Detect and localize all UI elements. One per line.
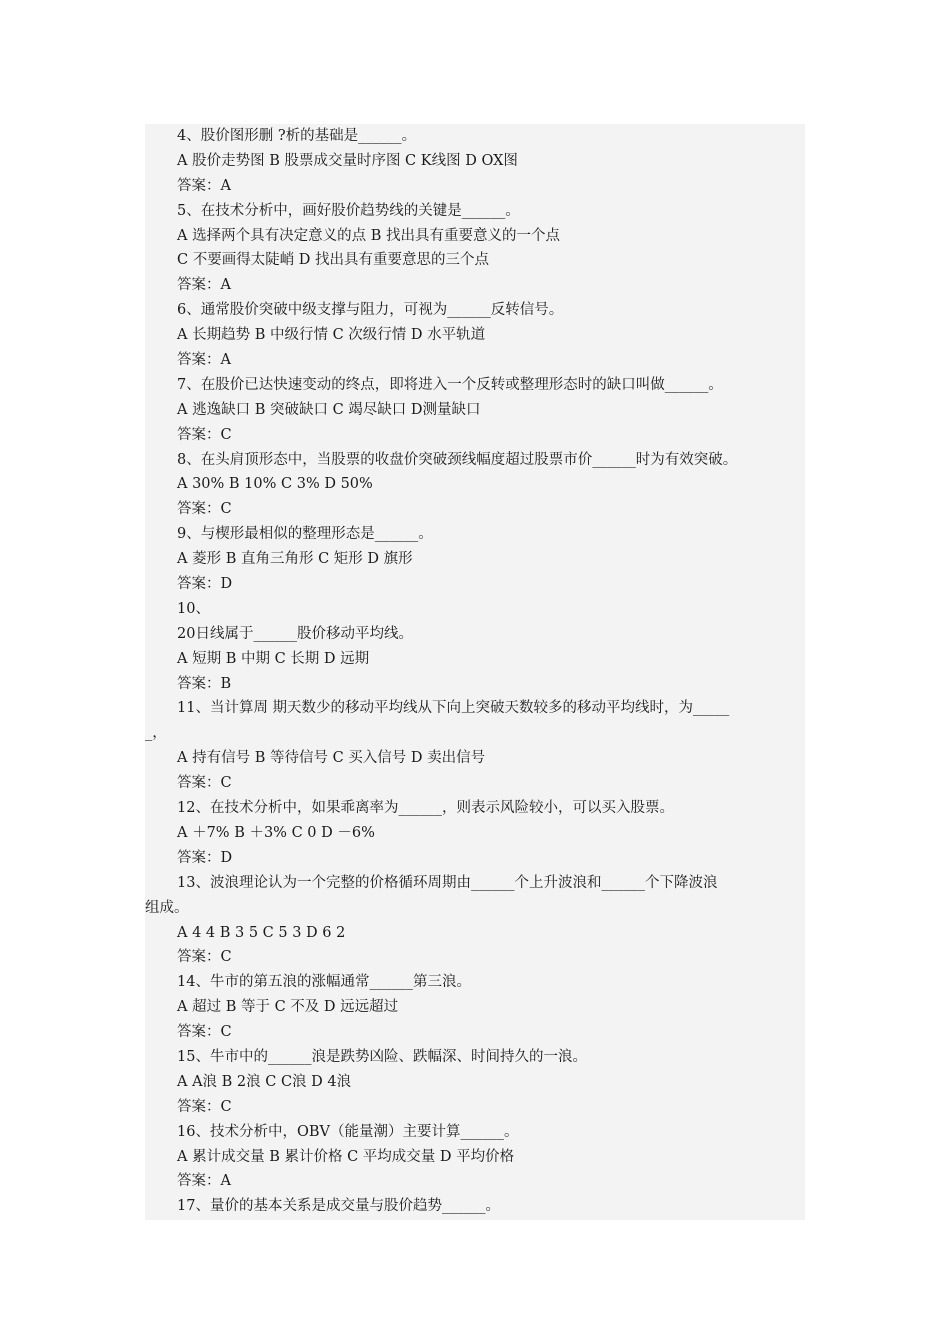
text-line: 15、牛市中的______浪是跌势凶险、跌幅深、时间持久的一浪。 [177, 1048, 587, 1065]
document-page-block [145, 124, 805, 1220]
text-line: A 逃逸缺口 B 突破缺口 C 竭尽缺口 D测量缺口 [177, 401, 481, 418]
text-line: 16、技术分析中，OBV（能量潮）主要计算______。 [177, 1123, 519, 1140]
text-line: C 不要画得太陡峭 D 找出具有重要意思的三个点 [177, 252, 490, 269]
text-line: 答案：C [177, 1098, 232, 1115]
text-line: A 长期趋势 B 中级行情 C 次级行情 D 水平轨道 [177, 327, 486, 344]
text-line: 7、在股价已达快速变动的终点，即将进入一个反转或整理形态时的缺口叫做______。 [177, 376, 723, 393]
text-line: 答案：A [177, 177, 231, 194]
text-line: A 菱形 B 直角三角形 C 矩形 D 旗形 [177, 551, 413, 568]
text-line: 答案：C [177, 501, 232, 518]
text-line: 答案：A [177, 352, 231, 369]
text-line: 答案：A [177, 277, 231, 294]
question-list [145, 124, 805, 1219]
text-line: 20日线属于______股价移动平均线。 [177, 625, 413, 642]
text-line: A 选择两个具有决定意义的点 B 找出具有重要意义的一个点 [177, 227, 560, 244]
text-line: 12、在技术分析中，如果乖离率为______，则表示风险较小，可以买入股票。 [177, 800, 674, 817]
text-line: 答案：D [177, 849, 233, 866]
text-line: _， [145, 725, 167, 742]
text-line: A 超过 B 等于 C 不及 D 远远超过 [177, 999, 399, 1016]
text-line: 6、通常股价突破中级支撑与阻力，可视为______反转信号。 [177, 302, 564, 319]
text-line: 14、牛市的第五浪的涨幅通常______第三浪。 [177, 974, 471, 991]
text-line: A ＋7% B ＋3% C 0 D －6% [177, 824, 375, 841]
text-line: A 4 4 B 3 5 C 5 3 D 6 2 [177, 924, 346, 941]
text-line: 8、在头肩顶形态中，当股票的收盘价突破颈线幅度超过股票市价______时为有效突破。 [177, 451, 738, 468]
text-line: 11、当计算周 期天数少的移动平均线从下向上突破天数较多的移动平均线时，为_____ [177, 700, 730, 717]
text-line: 答案：C [177, 949, 232, 966]
text-line: 答案：C [177, 775, 232, 792]
text-line: A 股价走势图 B 股票成交量时序图 C K线图 D OX图 [177, 152, 518, 169]
text-line: 答案：C [177, 1024, 232, 1041]
text-line: 17、量价的基本关系是成交量与股价趋势______。 [177, 1198, 500, 1215]
text-line: A 累计成交量 B 累计价格 C 平均成交量 D 平均价格 [177, 1148, 515, 1165]
text-line: 4、股价图形删 ?析的基础是______。 [177, 128, 417, 144]
text-line: 答案：B [177, 675, 232, 692]
text-line: A A浪 B 2浪 C C浪 D 4浪 [177, 1073, 352, 1090]
text-line: 5、在技术分析中，画好股价趋势线的关键是______。 [177, 202, 520, 219]
text-line: 答案：A [177, 1173, 231, 1190]
text-line: 答案：D [177, 576, 233, 593]
text-line: 组成。 [145, 899, 189, 916]
text-line: A 短期 B 中期 C 长期 D 远期 [177, 650, 370, 667]
text-line: A 30% B 10% C 3% D 50% [177, 476, 373, 493]
text-line: A 持有信号 B 等待信号 C 买入信号 D 卖出信号 [177, 750, 486, 767]
text-line: 10、 [177, 600, 210, 617]
text-line: 13、波浪理论认为一个完整的价格循环周期由______个上升波浪和______个下降波浪 [177, 874, 718, 891]
text-line: 9、与楔形最相似的整理形态是______。 [177, 526, 433, 543]
text-line: 答案：C [177, 426, 232, 443]
